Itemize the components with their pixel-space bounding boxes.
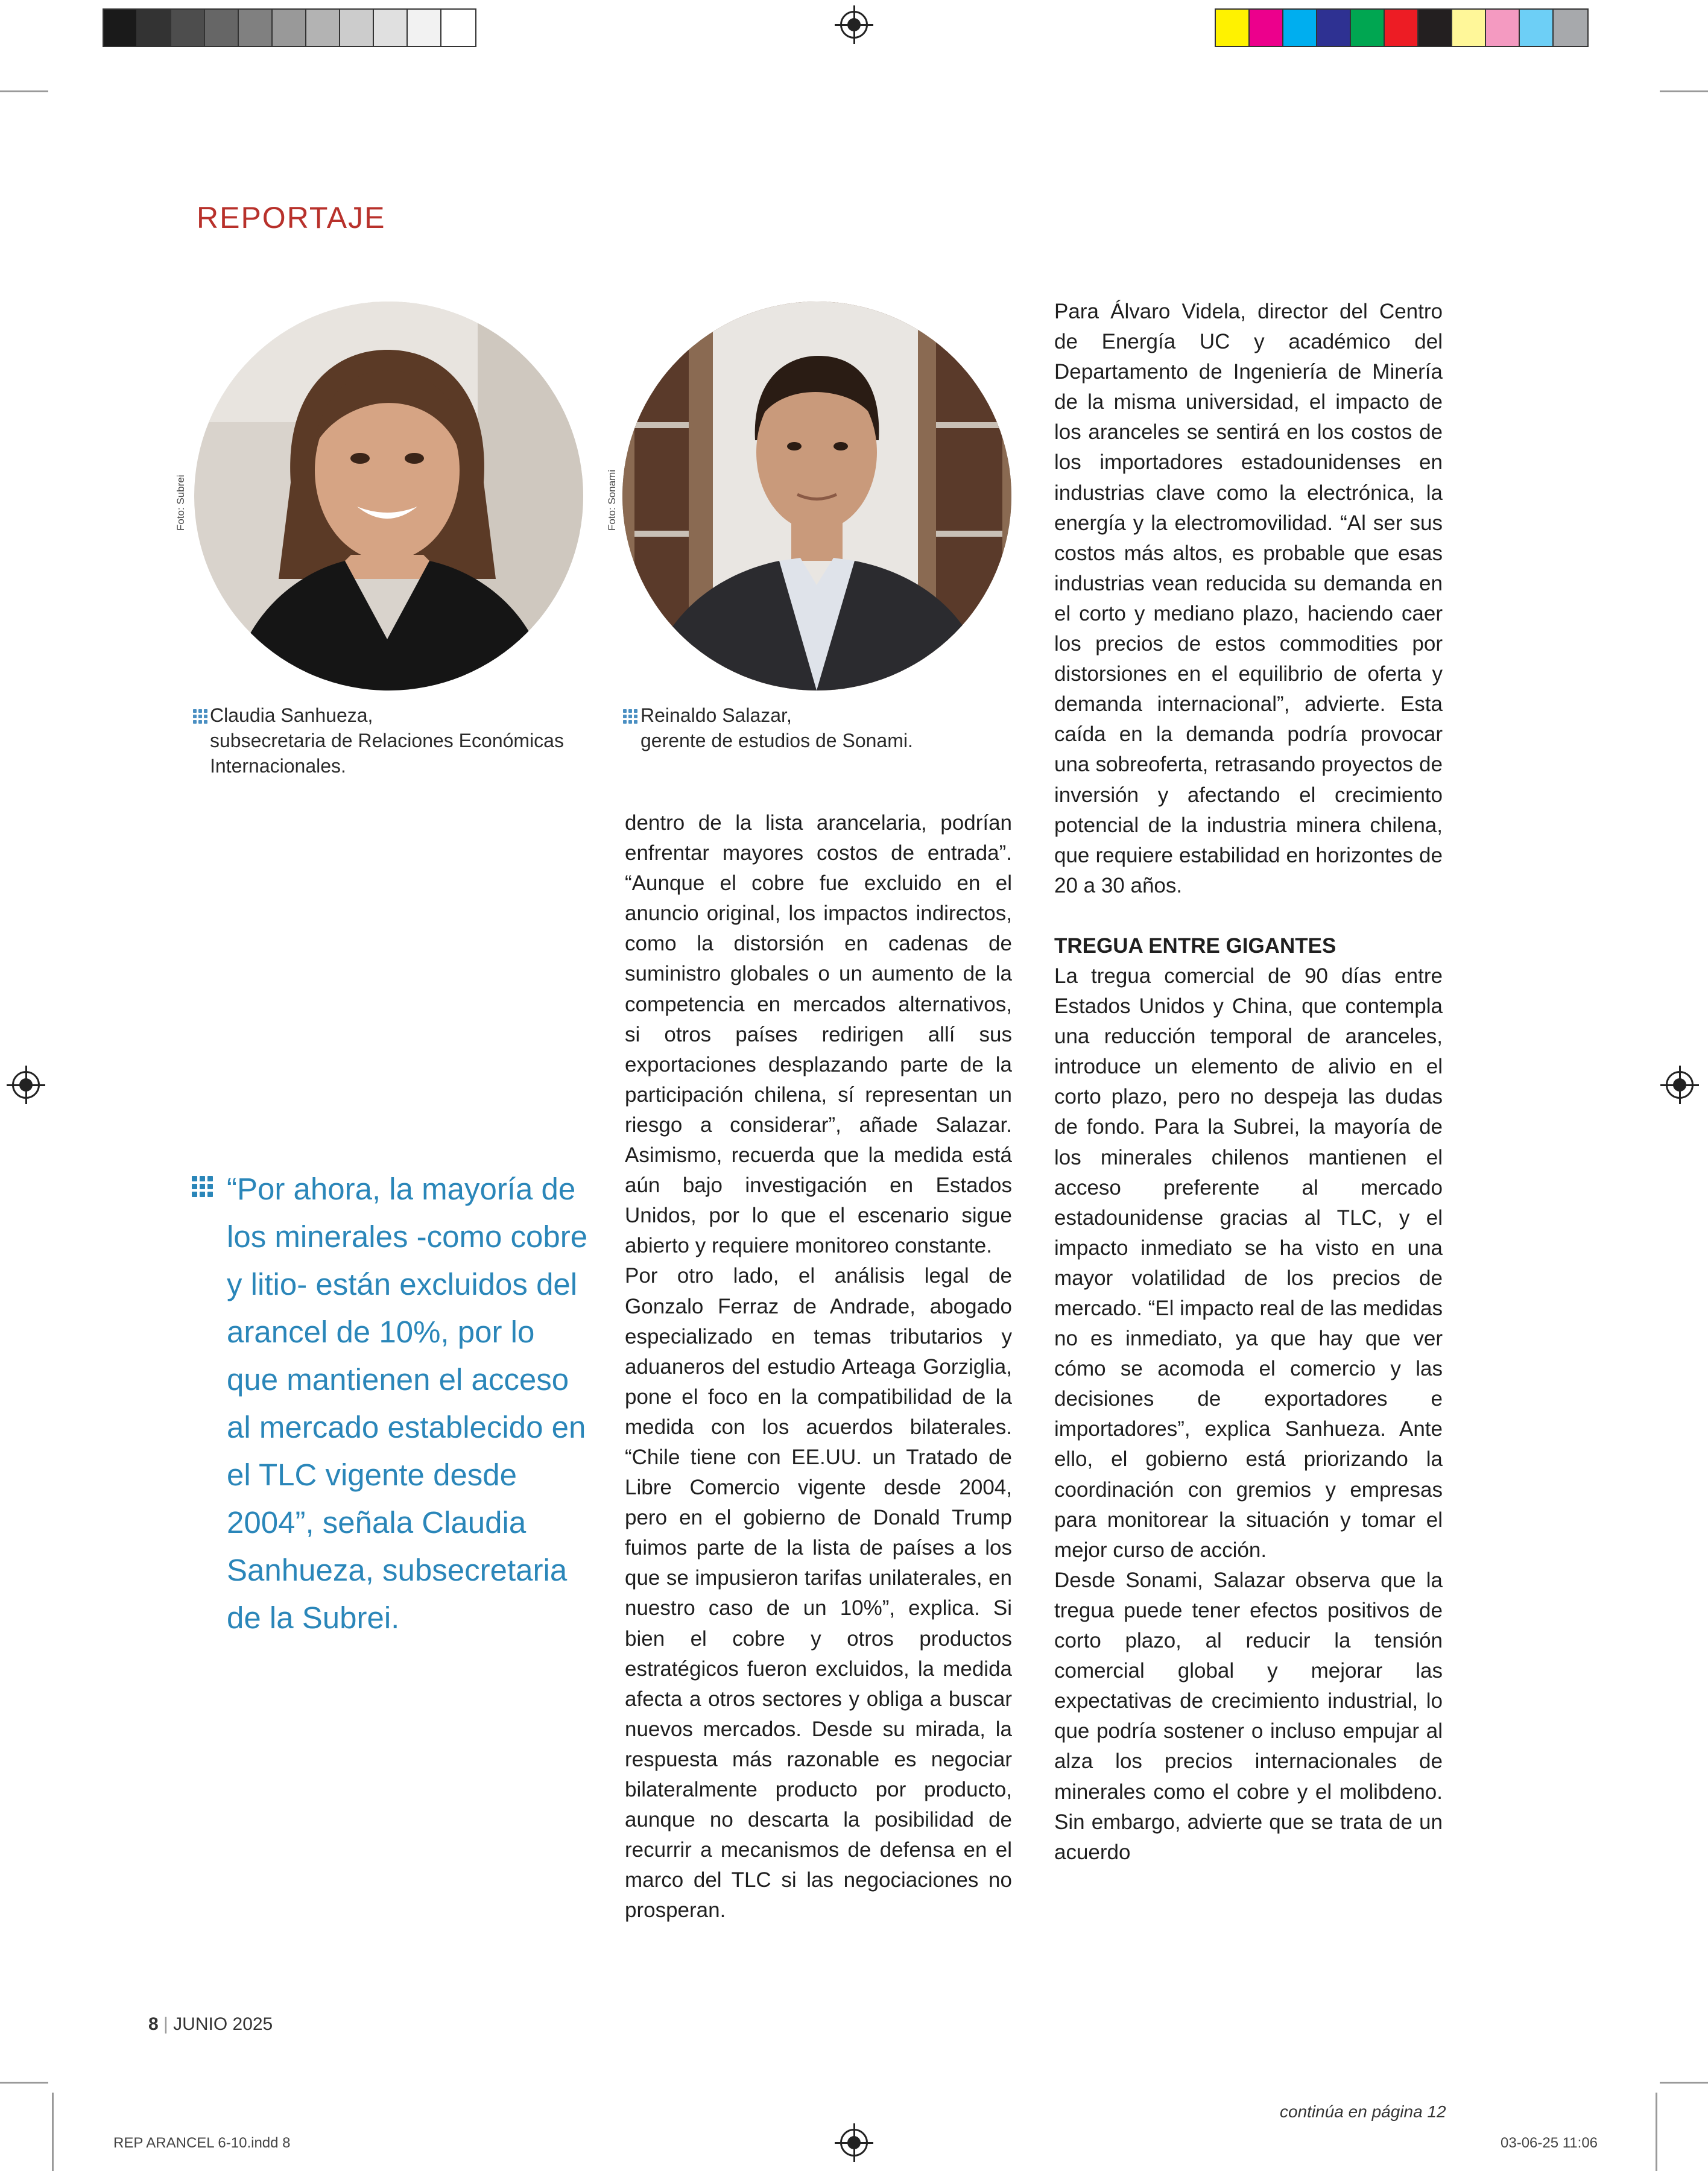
registration-mark-icon xyxy=(840,11,868,39)
color-swatch xyxy=(239,10,273,46)
color-swatch xyxy=(1283,10,1317,46)
crop-mark xyxy=(0,2082,48,2084)
caption-bullet-icon xyxy=(623,709,637,724)
article-paragraph: dentro de la lista arancelaria, podrían enfrentar mayores costos de entrada”. “Aunque el cobre fue excluido en el anuncio original, los impactos indirectos, como la distorsión en cadenas de suministro globales o un aumento de la competencia en mercados alternativos, si otros países redirigen allí sus exportaciones desplazando parte de la participación chilena, sí representan un riesgo a considerar”, añade Salazar. Asimismo, recuerda que la medida está aún bajo investigación en Estados Unidos, por lo que el escenario sigue abierto y requiere monitoreo constante. xyxy=(625,811,1012,1258)
color-swatch xyxy=(1317,10,1351,46)
pull-quote: “Por ahora, la mayoría de los minerales -como cobre y litio- están excluidos del arancel de 10%, por lo que mantienen el acceso al mercado establecido en el TLC vigente desde 2004”, señala Claudia Sanhueza, subsecretaria de la Subrei. xyxy=(227,1172,588,1635)
article-column-middle xyxy=(625,808,1012,1926)
section-title: REPORTAJE xyxy=(197,201,386,235)
color-swatch xyxy=(104,10,138,46)
article-paragraph: Desde Sonami, Salazar observa que la tregua puede tener efectos positivos de corto plazo, al reducir la tensión comercial global y mejorar las expectativas de crecimiento industrial, lo que podría sostener o incluso empujar al alza los precios internacionales de minerales como el cobre y el molibdeno. Sin embargo, advierte que se trata de un acuerdo xyxy=(1054,1568,1443,1864)
file-slug: REP ARANCEL 6-10.indd 8 xyxy=(113,2135,291,2151)
article-column-right xyxy=(1054,297,1443,1868)
caption-role: Internacionales. xyxy=(210,755,346,777)
article-paragraph: La tregua comercial de 90 días entre Estados Unidos y China, que contempla una reducción temporal de aranceles, introduce un elemento de alivio en el corto plazo, pero no despeja las dudas de fondo. Para la Subrei, la mayoría de los minerales chilenos mantienen el acceso preferente al mercado estadounidense gracias al TLC, y el impacto inmediato se ha visto en una mayor volatilidad de los precios de mercado. “El impacto real de las medidas no es inmediato, ya que hay que ver cómo se acomoda el comercio y las decisiones de exportadores e importadores”, explica Sanhueza. Ante ello, el gobierno está priorizando la coordinación con gremios y empresas para monitorear la situación y tomar el mejor curso de acción. xyxy=(1054,964,1443,1562)
crop-mark xyxy=(1660,90,1708,92)
portrait-illustration xyxy=(622,302,1011,690)
caption-role: subsecretaria de Relaciones Económicas xyxy=(210,730,564,751)
color-swatch xyxy=(306,10,340,46)
color-swatch xyxy=(1385,10,1419,46)
caption-name: Reinaldo Salazar, xyxy=(640,704,792,726)
crop-mark xyxy=(1660,2082,1708,2084)
color-swatch xyxy=(340,10,374,46)
crop-mark xyxy=(0,90,48,92)
color-swatch xyxy=(441,10,475,46)
photo-credit: Foto: Sonami xyxy=(606,469,618,531)
color-swatch xyxy=(1216,10,1250,46)
color-swatch xyxy=(1250,10,1283,46)
caption-name: Claudia Sanhueza, xyxy=(210,704,373,726)
photo-caption xyxy=(640,703,1026,753)
quote-bullet-icon xyxy=(192,1176,213,1197)
caption-role: gerente de estudios de Sonami. xyxy=(640,730,913,751)
color-swatch xyxy=(138,10,171,46)
portrait-illustration xyxy=(194,302,583,690)
caption-bullet-icon xyxy=(193,709,207,724)
portrait-reinaldo-salazar xyxy=(622,302,1011,690)
page-footer xyxy=(148,2014,273,2035)
color-swatch xyxy=(1419,10,1452,46)
date-slug: 03-06-25 11:06 xyxy=(1501,2135,1598,2151)
cmyk-color-bar xyxy=(1215,8,1589,47)
color-swatch xyxy=(374,10,408,46)
issue-date: JUNIO 2025 xyxy=(173,2014,273,2034)
color-swatch xyxy=(1520,10,1554,46)
registration-mark-icon xyxy=(1666,1071,1694,1099)
portrait-claudia-sanhueza xyxy=(194,302,583,690)
page-number: 8 xyxy=(148,2014,159,2034)
grayscale-color-bar xyxy=(103,8,476,47)
color-swatch xyxy=(1486,10,1520,46)
photo-caption xyxy=(210,703,596,779)
registration-mark-icon xyxy=(840,2129,868,2157)
color-swatch xyxy=(1452,10,1486,46)
color-swatch xyxy=(273,10,306,46)
registration-mark-icon xyxy=(12,1071,40,1099)
article-paragraph: Para Álvaro Videla, director del Centro de Energía UC y académico del Departamento de Ingeniería de Minería de la misma universidad, el impacto de los aranceles se sentirá en los costos de los importadores estadounidenses en industrias clave como la electrónica, la energía y la electromovilidad. “Al ser sus costos más altos, es probable que esas industrias vean reducida su demanda en el corto y mediano plazo, haciendo caer los precios de estos commodities por distorsiones en el equilibrio de oferta y demanda internacional”, advierte. Esta caída en la demanda podría provocar una sobreoferta, retrasando proyectos de inversión y afectando el crecimiento potencial de la industria minera chilena, que requiere estabilidad en horizontes de 20 a 30 años. xyxy=(1054,300,1443,897)
section-heading: TREGUA ENTRE GIGANTES xyxy=(1054,934,1336,958)
article-paragraph: Por otro lado, el análisis legal de Gonzalo Ferraz de Andrade, abogado especializado en temas tributarios y aduaneros del estudio Arteaga Gorziglia, pone el foco en la compatibilidad de la medida con los acuerdos bilaterales. “Chile tiene con EE.UU. un Tratado de Libre Comercio vigente desde 2004, pero en el gobierno de Donald Trump fuimos parte de la lista de países a los que se impusieron tarifas unilaterales, en nuestro caso de un 10%”, explica. Si bien el cobre y otros productos estratégicos fueron excluidos, la medida afecta a otros sectores y obliga a buscar nuevos mercados. Desde su mirada, la respuesta más razonable es negociar bilateralmente producto por producto, aunque no descarta la posibilidad de recurrir a mecanismos de defensa en el marco del TLC si las negociaciones no prosperan. xyxy=(625,1264,1012,1923)
color-swatch xyxy=(171,10,205,46)
color-swatch xyxy=(205,10,239,46)
continues-on-page: continúa en página 12 xyxy=(1280,2102,1446,2121)
photo-credit: Foto: Subrei xyxy=(175,475,186,531)
crop-mark xyxy=(52,2093,54,2171)
crop-mark xyxy=(1656,2093,1657,2171)
footer-separator: | xyxy=(163,2014,174,2034)
color-swatch xyxy=(1554,10,1587,46)
color-swatch xyxy=(408,10,441,46)
color-swatch xyxy=(1351,10,1385,46)
